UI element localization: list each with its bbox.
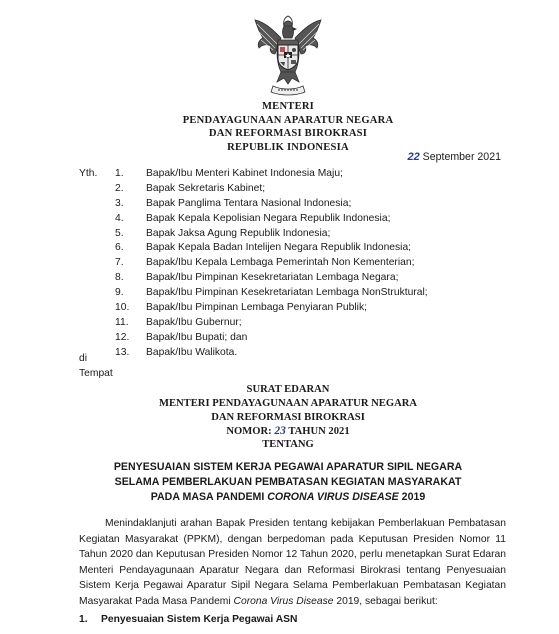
recipient-text: Bapak/Ibu Pimpinan Kesekretariatan Lembaga NonStruktural; [146, 287, 428, 299]
intro-paragraph-part1: Menindaklanjuti arahan Bapak Presiden tentang kebijakan Pemberlakuan Pembatasan Kegiatan Masyarakat (PPKM), dengan berpedoman pada Keputusan Presiden Nomor 11 Tahun 2020 dan Keputusan Presiden Nomor 12 Tahun 2020, perlu menetapkan Surat Edaran Menteri Pendayagunaan Aparatur Negara dan Reformasi Birokrasi tentang Penyesuaian Sistem Kerja Pegawai Aparatur Sipil Negara Selama Pemberlakuan Pembatasan Kegiatan Masyarakat Pada Masa Pandemi [79, 518, 506, 607]
subject-line-1: PENYESUAIAN SISTEM KERJA PEGAWAI APARATUR SIPIL NEGARA [113, 461, 463, 473]
recipient-text: Bapak/Ibu Menteri Kabinet Indonesia Maju; [146, 168, 343, 179]
recipient-number: 13. [115, 346, 130, 358]
recipient-number: 10. [115, 302, 130, 314]
surat-edaran-title: SURAT EDARAN [246, 384, 330, 395]
heading-line-1: MENTERI [261, 101, 315, 112]
recipient-number: 5. [115, 227, 124, 239]
recipient-number: 1. [115, 168, 124, 179]
nomor-tahun: TAHUN 2021 [288, 426, 350, 437]
subject-line-3-italic: CORONA VIRUS DISEASE [267, 491, 399, 503]
date-month-year: September 2021 [422, 151, 501, 163]
recipient-number: 2. [115, 182, 124, 194]
recipient-number: 8. [115, 272, 124, 284]
surat-edaran-issuer-2: DAN REFORMASI BIROKRASI [211, 412, 365, 423]
subject-line-3-post: 2019 [398, 491, 426, 503]
recipient-text: Bapak Sekretaris Kabinet; [146, 182, 266, 194]
section-1-number: 1. [79, 614, 88, 625]
recipient-text: Bapak/Ibu Pimpinan Kesekretariatan Lembaga Negara; [146, 272, 399, 284]
nomor-label: NOMOR: [226, 426, 272, 437]
recipient-number: 6. [115, 242, 124, 254]
recipient-text: Bapak Kepala Badan Intelijen Negara Republik Indonesia; [146, 242, 412, 254]
yth-label: Yth. [79, 168, 98, 179]
heading-line-4: REPUBLIK INDONESIA [227, 141, 349, 153]
recipient-text: Bapak Kepala Kepolisian Negara Republik Indonesia; [146, 212, 391, 224]
tempat-label: Tempat [79, 368, 113, 379]
date-day-handwritten: 22 [407, 151, 420, 163]
recipient-number: 9. [115, 287, 124, 299]
recipient-number: 3. [115, 197, 124, 209]
subject-line-3-pre: PADA MASA PANDEMI [150, 491, 268, 503]
surat-edaran-number [100, 425, 476, 437]
nomor-value-handwritten: 23 [274, 425, 286, 437]
recipient-text: Bapak/Ibu Bupati; dan [146, 331, 248, 343]
subject-line-3 [70, 491, 506, 503]
letter-date [407, 151, 501, 163]
intro-paragraph-italic: Corona Virus Disease [233, 595, 334, 607]
heading-line-3: DAN REFORMASI BIROKRASI [208, 128, 368, 139]
recipient-text: Bapak/Ibu Kepala Lembaga Pemerintah Non Kementerian; [146, 257, 415, 269]
recipient-number: 4. [115, 212, 124, 224]
tentang-label: TENTANG [262, 439, 314, 450]
recipient-text: Bapak Jaksa Agung Republik Indonesia; [146, 227, 331, 239]
recipient-number: 12. [115, 331, 130, 343]
subject-line-2: SELAMA PEMBERLAKUAN PEMBATASAN KEGIATAN MASYARAKAT [114, 476, 462, 488]
di-label: di [79, 353, 88, 364]
recipient-number: 11. [115, 316, 129, 328]
heading-line-2: PENDAYAGUNAAN APARATUR NEGARA [182, 114, 394, 126]
surat-edaran-issuer-1: MENTERI PENDAYAGUNAAN APARATUR NEGARA [158, 398, 418, 409]
garuda-emblem-icon [251, 12, 325, 98]
intro-paragraph-part2: 2019, sebagai berikut: [333, 595, 438, 607]
recipient-text: Bapak/Ibu Walikota. [146, 346, 238, 358]
recipient-text: Bapak/Ibu Pimpinan Lembaga Penyiaran Publik; [146, 302, 367, 314]
intro-paragraph [79, 516, 506, 610]
recipient-number: 7. [115, 257, 124, 269]
recipient-text: Bapak Panglima Tentara Nasional Indonesia; [146, 197, 352, 209]
recipient-text: Bapak/Ibu Gubernur; [146, 316, 242, 328]
section-1-title: Penyesuaian Sistem Kerja Pegawai ASN [101, 614, 298, 625]
section-1-heading [79, 614, 298, 625]
